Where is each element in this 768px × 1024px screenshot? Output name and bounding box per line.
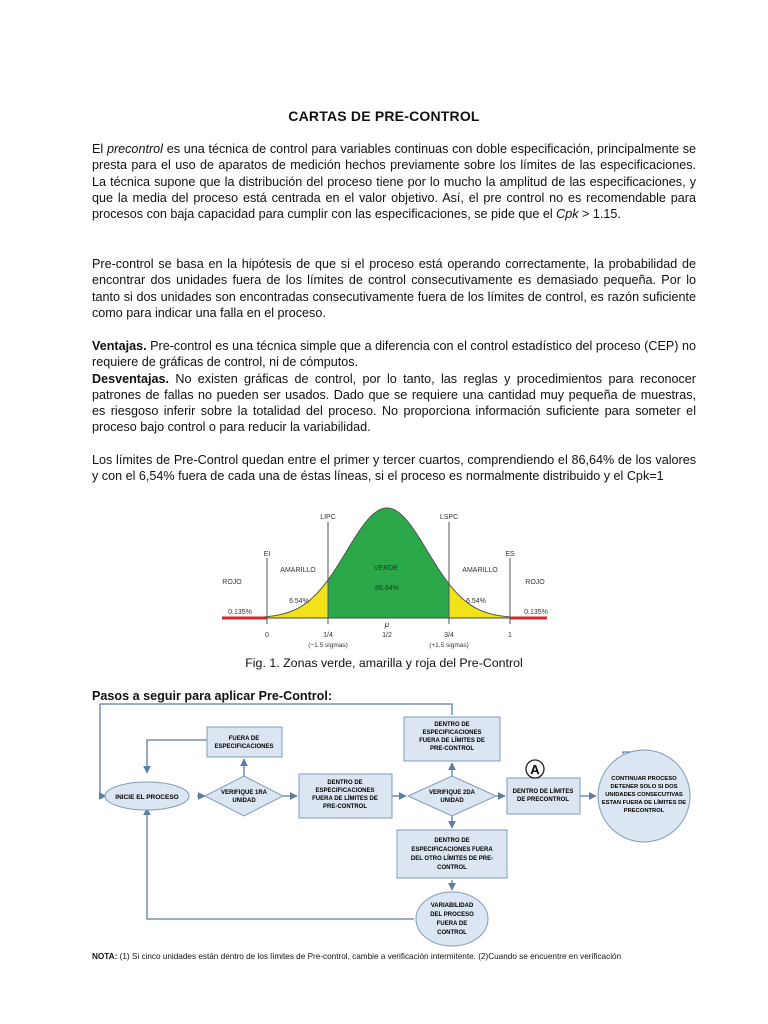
other-limit-line1: DENTRO DE [434,838,470,844]
inside-precontrol-box [507,778,580,814]
precontrol-flowchart [92,700,702,950]
amarillo-right-label: AMARILLO [462,567,498,574]
variability-line2: DEL PROCESO [430,912,474,918]
verde-label: VERDE [373,565,399,572]
within-limits-line4: PRE-CONTROL [323,804,367,810]
paragraph-hypothesis: Pre-control se basa en la hipótesis de que si el proceso está operando correctamente, la probabilidad de encontrar dos unidades fuera de los límites de control consecutivamente es demasiado pequeña. Por lo tanto si dos unidades son encontradas consecutivamente fuera de los límites de control, es razón suficiente como para indicar una falla en el proceso. [92,257,696,320]
verify-first-unit-diamond [205,776,283,816]
continue-line1: CONTINUAR PROCESO [611,776,677,782]
within-top-line1: DENTRO DE [434,722,470,728]
continue-line4: ESTAN FUERA DE LÍMITES DE [601,800,687,806]
other-limit-line2: ESPECIFICACIONES FUERA [411,847,493,853]
footnote: NOTA: (1) Si cinco unidades están dentro de los límites de Pre-control, cambie a verificación intermitente. (2)Cuando se encuentre en verificación [92,952,622,961]
variability-line4: CONTROL [437,930,467,936]
tick-1-4: 1/4 [323,632,333,639]
continue-line5: PRECONTROL [623,808,665,814]
paragraph-intro: El precontrol es una técnica de control para variables continuas con doble especificación, principalmente se presta para el uso de aparatos de medición hechos previamente sobre los límites de las especificaciones. La técnica supone que la distribución del proceso tiene por lo mucho la amplitud de las especificaciones, y que la media del proceso está centrada en el valor objetivo. Así, el pre control no es recomendable para procesos con baja capacidad para cumplir con las especificaciones, se pide que el Cpk > 1.15. [92,142,696,222]
tick-1: 1 [508,632,512,639]
es-label: ES [505,551,515,558]
flowchart-heading: Pasos a seguir para aplicar Pre-Control: [92,689,333,703]
continue-line2: DETENER SOLO SI DOS [610,784,678,790]
within-limits-line1: DENTRO DE [327,780,363,786]
verify1-line1: VERIFIQUE 1RA [220,790,268,796]
paragraph-advantages: Ventajas. Pre-control es una técnica simple que a diferencia con el control estadístico del proceso (CEP) no requiere de gráficas de control, ni de cómputos. Desventajas. No existen gráficas de control, por lo tanto, las reglas y procedimientos para reconocer patrones de fallas no pueden ser usados. Dado que se requiere una cantidad muy pequeña de muestras, es riesgoso inferir sobre la totalidad del proceso. No proporciona información suficiente para someter el proceso bajo control o para reducir la variabilidad. [92,339,696,435]
tick-1-2: 1/2 [382,632,392,639]
within-top-line3: FUERA DE LÍMITES DE [419,738,485,744]
verde-percent: 86.64% [375,585,399,592]
out-spec-line2: ESPECIFICACIONES [214,744,274,750]
precontrol-zones-figure [202,500,556,650]
variability-line3: FUERA DE [436,921,468,927]
ei-label: EI [263,551,271,558]
sigma-left: (−1.5 sigmas) [308,642,348,649]
other-limit-line4: CONTROL [437,865,467,871]
tick-3-4: 3/4 [444,632,454,639]
verify1-line2: UNIDAD [232,798,256,804]
inside-pc-line1: DENTRO DE LÍMITES [512,789,574,795]
amarillo-left-label: AMARILLO [280,567,316,574]
connector-a-label: A [530,762,540,777]
amarillo-left-percent: 6.54% [289,598,309,605]
within-limits-line3: FUERA DE LÍMITES DE [312,796,378,802]
other-limit-line3: DEL OTRO LÍMITES DE PRE- [410,856,494,862]
verify-second-unit-diamond [408,776,496,816]
lipc-label: LIPC [320,514,336,521]
lspc-label: LSPC [439,514,459,521]
verify2-line2: UNIDAD [440,798,464,804]
figure-caption: Fig. 1. Zonas verde, amarilla y roja del Pre-Control [245,656,523,670]
start-label: INICIE EL PROCESO [115,794,179,801]
verify2-line1: VERIFIQUE 2DA [428,790,476,796]
sigma-right: (+1.5 sigmas) [429,642,469,649]
inside-pc-line2: DE PRECONTROL [516,797,570,803]
rojo-right-percent: 0.135% [524,609,548,616]
rojo-left-percent: 0.135% [228,609,252,616]
within-top-line2: ESPECIFICACIONES [422,730,482,736]
rojo-right-label: ROJO [525,579,545,586]
out-spec-line1: FUERA DE [228,736,260,742]
variability-line1: VARIABILIDAD [430,903,474,909]
variability-node [416,892,488,946]
within-limits-line2: ESPECIFICACIONES [315,788,375,794]
tick-0: 0 [265,632,269,639]
paragraph-limits: Los límites de Pre-Control quedan entre el primer y tercer cuartos, comprendiendo el 86,64% de los valores y con el 6,54% fuera de cada una de éstas líneas, si el proceso es normalmente distribuido y el Cpk=1 [92,453,696,484]
rojo-left-label: ROJO [222,579,242,586]
page-title: CARTAS DE PRE-CONTROL [288,108,480,124]
out-of-spec-box [207,727,282,757]
amarillo-right-percent: 6.54% [466,598,486,605]
within-top-line4: PRE-CONTROL [430,746,474,752]
mu-label: μ [384,620,390,629]
continue-line3: UNIDADES CONSECUTIVAS [605,792,683,798]
